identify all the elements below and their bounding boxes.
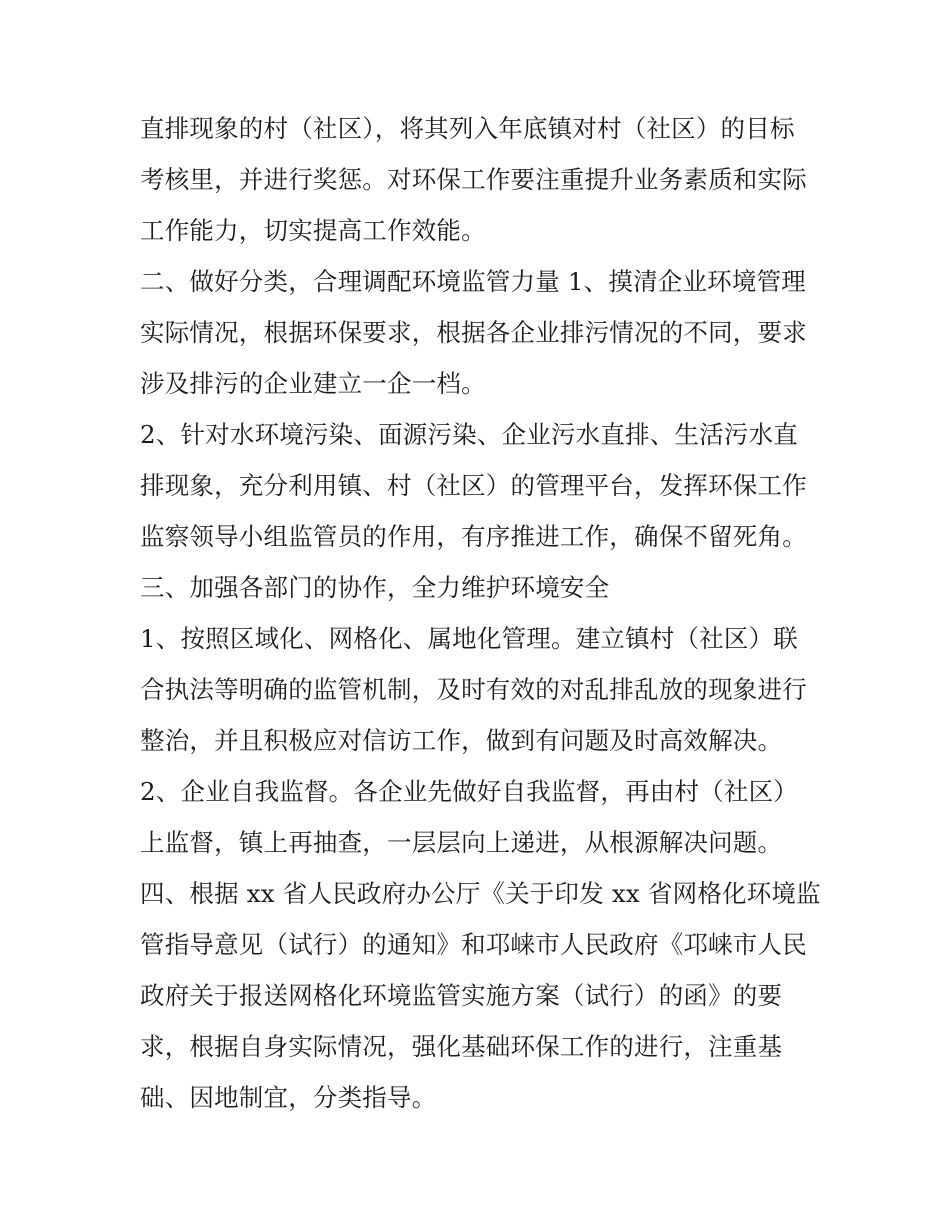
text-line: 考核里，并进行奖惩。对环保工作要注重提升业务素质和实际	[140, 165, 807, 194]
document-body	[140, 103, 830, 1123]
text-line: 监察领导小组监管员的作用，有序推进工作，确保不留死角。	[140, 522, 807, 551]
text-line: 排现象，充分利用镇、村（社区）的管理平台，发挥环保工作	[140, 471, 807, 500]
text-line: 工作能力，切实提高工作效能。	[140, 216, 486, 245]
text-line: 政府关于报送网格化环境监管实施方案（试行）的函》的要	[140, 981, 783, 1010]
text-line: 实际情况，根据环保要求，根据各企业排污情况的不同，要求	[140, 318, 807, 347]
section-heading-line: 二、做好分类，合理调配环境监管力量 1、摸清企业环境管理	[140, 267, 806, 296]
text-line: 管指导意见（试行）的通知》和邛崃市人民政府《邛崃市人民	[140, 930, 807, 959]
text-line: 涉及排污的企业建立一企一档。	[140, 369, 486, 398]
text-line: 上监督，镇上再抽查，一层层向上递进，从根源解决问题。	[140, 828, 783, 857]
section-heading-line: 三、加强各部门的协作，全力维护环境安全	[140, 573, 610, 602]
section-heading-line: 四、根据 xx 省人民政府办公厅《关于印发 xx 省网格化环境监	[140, 879, 821, 908]
text-line: 直排现象的村（社区），将其列入年底镇对村（社区）的目标	[140, 114, 795, 143]
text-line: 础、因地制宜，分类指导。	[140, 1083, 437, 1112]
text-line: 2、针对水环境污染、面源污染、企业污水直排、生活污水直	[140, 420, 798, 449]
text-line: 2、企业自我监督。各企业先做好自我监督，再由村（社区）	[140, 777, 798, 806]
text-line: 1、按照区域化、网格化、属地化管理。建立镇村（社区）联	[140, 624, 798, 653]
text-line: 求，根据自身实际情况，强化基础环保工作的进行，注重基	[140, 1032, 783, 1061]
text-line: 整治，并且积极应对信访工作，做到有问题及时高效解决。	[140, 726, 783, 755]
text-line: 合执法等明确的监管机制，及时有效的对乱排乱放的现象进行	[140, 675, 807, 704]
